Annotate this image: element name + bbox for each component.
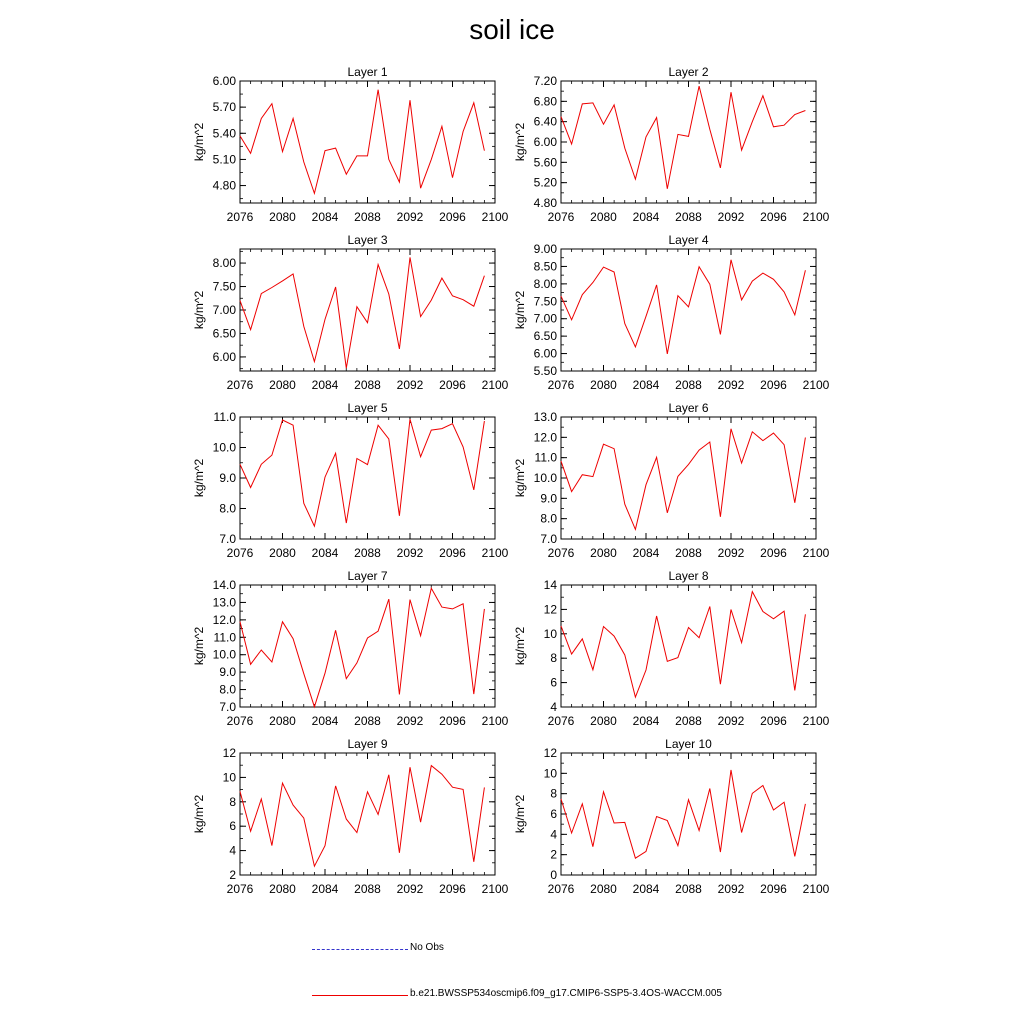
y-tick-label: 8.0 <box>540 511 557 526</box>
y-tick-label: 12 <box>543 602 557 617</box>
x-tick-label: 2088 <box>675 714 702 728</box>
y-tick-label: 5.20 <box>533 175 557 190</box>
x-tick-label: 2080 <box>590 546 617 560</box>
x-tick-label: 2076 <box>547 210 575 224</box>
y-tick-label: 6.00 <box>533 346 557 361</box>
x-tick-label: 2080 <box>590 714 617 728</box>
chart-layer-1 <box>192 65 509 224</box>
x-tick-label: 2084 <box>632 210 660 224</box>
x-tick-label: 2100 <box>481 546 509 560</box>
panel-title-layer-7: Layer 7 <box>347 569 388 583</box>
panel-title-layer-8: Layer 8 <box>668 569 709 583</box>
y-axis-label: kg/m^2 <box>513 626 527 666</box>
y-tick-label: 7.50 <box>533 294 557 309</box>
y-axis-label: kg/m^2 <box>192 626 206 666</box>
x-tick-label: 2084 <box>632 714 660 728</box>
y-tick-label: 7.0 <box>219 700 236 714</box>
x-tick-label: 2092 <box>717 546 745 560</box>
plot-frame-layer-9 <box>240 753 495 875</box>
y-tick-label: 10.0 <box>533 471 557 485</box>
y-tick-label: 6.80 <box>533 94 557 109</box>
x-tick-label: 2096 <box>439 378 466 392</box>
y-axis-label: kg/m^2 <box>513 122 527 162</box>
x-tick-label: 2092 <box>396 546 424 560</box>
panel-title-layer-10: Layer 10 <box>665 737 712 751</box>
y-tick-label: 6 <box>550 807 557 821</box>
y-tick-label: 8 <box>550 786 557 801</box>
y-axis-label: kg/m^2 <box>192 794 206 834</box>
x-tick-label: 2080 <box>269 546 296 560</box>
x-tick-label: 2092 <box>717 378 745 392</box>
plot-frame-layer-4 <box>561 249 816 371</box>
x-tick-label: 2084 <box>632 546 660 560</box>
series-line-layer-6 <box>561 429 805 530</box>
chart-layer-9 <box>192 737 509 896</box>
x-tick-label: 2100 <box>481 378 509 392</box>
x-tick-label: 2084 <box>311 714 339 728</box>
y-tick-label: 7.20 <box>533 74 557 88</box>
x-tick-label: 2076 <box>547 882 575 896</box>
panel-title-layer-5: Layer 5 <box>347 401 388 415</box>
x-tick-label: 2100 <box>802 378 830 392</box>
x-tick-label: 2088 <box>675 210 702 224</box>
plot-frame-layer-7 <box>240 585 495 707</box>
series-line-layer-9 <box>240 766 484 867</box>
x-tick-label: 2100 <box>802 714 830 728</box>
x-tick-label: 2100 <box>481 210 509 224</box>
x-tick-label: 2076 <box>226 714 254 728</box>
y-tick-label: 6.00 <box>212 349 236 364</box>
x-tick-label: 2076 <box>226 882 254 896</box>
x-tick-label: 2088 <box>354 210 381 224</box>
x-tick-label: 2092 <box>717 714 745 728</box>
chart-layer-6 <box>513 401 830 560</box>
y-tick-label: 6 <box>229 819 236 834</box>
y-tick-label: 10 <box>222 770 236 785</box>
plot-frame-layer-6 <box>561 417 816 539</box>
legend-swatch-no-obs <box>312 949 408 950</box>
x-tick-label: 2080 <box>269 378 296 392</box>
x-tick-label: 2096 <box>760 378 787 392</box>
y-tick-label: 7.0 <box>219 532 236 546</box>
y-tick-label: 7.0 <box>540 532 557 546</box>
x-tick-label: 2088 <box>354 546 381 560</box>
legend-entry-model <box>0 986 1024 1006</box>
panel-title-layer-9: Layer 9 <box>347 737 388 751</box>
chart-layer-5 <box>192 401 509 560</box>
y-tick-label: 13.0 <box>212 595 236 610</box>
y-tick-label: 13.0 <box>533 410 557 424</box>
x-tick-label: 2080 <box>269 714 296 728</box>
series-line-layer-4 <box>561 260 805 354</box>
y-tick-label: 11.0 <box>213 410 236 424</box>
panel-title-layer-1: Layer 1 <box>347 65 388 79</box>
y-tick-label: 8.50 <box>533 259 557 274</box>
y-tick-label: 14 <box>543 578 557 592</box>
y-tick-label: 6.50 <box>212 326 236 341</box>
y-tick-label: 8.0 <box>219 501 236 516</box>
x-tick-label: 2096 <box>760 546 787 560</box>
y-tick-label: 4 <box>550 827 557 842</box>
x-tick-label: 2080 <box>269 882 296 896</box>
x-tick-label: 2084 <box>632 882 660 896</box>
x-tick-label: 2096 <box>439 546 466 560</box>
y-tick-label: 10.0 <box>212 440 236 455</box>
y-tick-label: 9.0 <box>219 665 236 680</box>
x-tick-label: 2092 <box>396 378 424 392</box>
legend-label-model: b.e21.BWSSP534oscmip6.f09_g17.CMIP6-SSP5-3.4OS-WACCM.005 <box>410 988 722 999</box>
y-axis-label: kg/m^2 <box>192 458 206 498</box>
x-tick-label: 2084 <box>311 378 339 392</box>
y-tick-label: 5.10 <box>212 152 236 167</box>
x-tick-label: 2076 <box>226 546 254 560</box>
legend-label-no-obs: No Obs <box>410 942 444 953</box>
y-tick-label: 9.0 <box>219 471 236 485</box>
y-tick-label: 5.50 <box>533 364 557 378</box>
y-tick-label: 5.60 <box>533 155 557 170</box>
x-tick-label: 2088 <box>675 882 702 896</box>
x-tick-label: 2092 <box>717 210 745 224</box>
y-tick-label: 12 <box>543 746 557 760</box>
chart-layer-8 <box>513 569 830 728</box>
y-axis-label: kg/m^2 <box>513 458 527 498</box>
x-tick-label: 2080 <box>590 210 617 224</box>
x-tick-label: 2092 <box>396 714 424 728</box>
y-tick-label: 12.0 <box>212 612 236 627</box>
x-tick-label: 2080 <box>590 882 617 896</box>
y-tick-label: 5.70 <box>212 100 236 115</box>
y-axis-label: kg/m^2 <box>513 290 527 330</box>
x-tick-label: 2092 <box>717 882 745 896</box>
y-tick-label: 12 <box>222 746 236 760</box>
x-tick-label: 2076 <box>547 714 575 728</box>
x-tick-label: 2076 <box>547 546 575 560</box>
x-tick-label: 2088 <box>675 546 702 560</box>
y-tick-label: 9.00 <box>533 242 557 256</box>
series-line-layer-7 <box>240 588 484 707</box>
y-tick-label: 6.40 <box>533 114 557 129</box>
y-tick-label: 6 <box>550 675 557 690</box>
y-tick-label: 14.0 <box>212 578 236 592</box>
y-tick-label: 10.0 <box>212 647 236 662</box>
chart-layer-3 <box>192 233 509 392</box>
y-tick-label: 4 <box>229 843 236 858</box>
y-tick-label: 6.50 <box>533 329 557 344</box>
plot-frame-layer-1 <box>240 81 495 203</box>
chart-layer-4 <box>513 233 830 392</box>
series-line-layer-1 <box>240 90 484 194</box>
x-tick-label: 2080 <box>269 210 296 224</box>
series-line-layer-3 <box>240 257 484 368</box>
x-tick-label: 2080 <box>590 378 617 392</box>
y-tick-label: 4.80 <box>533 196 557 210</box>
plot-frame-layer-2 <box>561 81 816 203</box>
x-tick-label: 2088 <box>354 378 381 392</box>
y-axis-label: kg/m^2 <box>513 794 527 834</box>
page-title: soil ice <box>469 14 555 45</box>
y-tick-label: 8.0 <box>219 682 236 697</box>
x-tick-label: 2084 <box>311 546 339 560</box>
chart-layer-10 <box>513 737 830 896</box>
y-tick-label: 6.00 <box>533 135 557 149</box>
x-tick-label: 2096 <box>439 210 466 224</box>
y-axis-label: kg/m^2 <box>192 290 206 330</box>
y-tick-label: 12.0 <box>533 430 557 445</box>
x-tick-label: 2084 <box>311 882 339 896</box>
y-tick-label: 8.00 <box>533 276 557 291</box>
x-tick-label: 2088 <box>354 714 381 728</box>
x-tick-label: 2100 <box>802 882 830 896</box>
y-tick-label: 6.00 <box>212 74 236 88</box>
x-tick-label: 2088 <box>675 378 702 392</box>
y-tick-label: 7.00 <box>533 311 557 326</box>
y-tick-label: 4.80 <box>212 178 236 193</box>
x-tick-label: 2084 <box>311 210 339 224</box>
y-tick-label: 5.40 <box>212 126 236 141</box>
panel-title-layer-4: Layer 4 <box>668 233 709 247</box>
x-tick-label: 2100 <box>481 882 509 896</box>
y-tick-label: 11.0 <box>534 450 557 465</box>
chart-layer-7 <box>192 569 509 728</box>
x-tick-label: 2092 <box>396 210 424 224</box>
x-tick-label: 2092 <box>396 882 424 896</box>
series-line-layer-5 <box>240 419 484 526</box>
x-tick-label: 2100 <box>481 714 509 728</box>
legend-entry-no-obs <box>0 940 1024 960</box>
y-tick-label: 8 <box>550 651 557 666</box>
x-tick-label: 2096 <box>439 882 466 896</box>
plot-frame-layer-3 <box>240 249 495 371</box>
y-tick-label: 9.0 <box>540 491 557 506</box>
x-tick-label: 2096 <box>760 714 787 728</box>
y-tick-label: 0 <box>550 868 557 882</box>
x-tick-label: 2076 <box>226 210 254 224</box>
y-tick-label: 8.00 <box>212 256 236 271</box>
y-tick-label: 10 <box>543 626 557 641</box>
y-tick-label: 4 <box>550 700 557 714</box>
x-tick-label: 2084 <box>632 378 660 392</box>
x-tick-label: 2100 <box>802 210 830 224</box>
y-tick-label: 2 <box>229 868 236 882</box>
y-tick-label: 10 <box>543 766 557 781</box>
x-tick-label: 2076 <box>547 378 575 392</box>
series-line-layer-8 <box>561 592 805 698</box>
plot-frame-layer-8 <box>561 585 816 707</box>
panel-title-layer-3: Layer 3 <box>347 233 388 247</box>
panel-title-layer-2: Layer 2 <box>668 65 709 79</box>
y-tick-label: 8 <box>229 794 236 809</box>
x-tick-label: 2100 <box>802 546 830 560</box>
x-tick-label: 2076 <box>226 378 254 392</box>
x-tick-label: 2096 <box>760 882 787 896</box>
x-tick-label: 2096 <box>760 210 787 224</box>
series-line-layer-10 <box>561 770 805 858</box>
legend-swatch-model <box>312 995 408 996</box>
series-line-layer-2 <box>561 86 805 189</box>
chart-layer-2 <box>513 65 830 224</box>
y-tick-label: 11.0 <box>213 630 236 645</box>
y-axis-label: kg/m^2 <box>192 122 206 162</box>
panel-title-layer-6: Layer 6 <box>668 401 709 415</box>
x-tick-label: 2088 <box>354 882 381 896</box>
y-tick-label: 7.00 <box>212 303 236 317</box>
y-tick-label: 7.50 <box>212 279 236 294</box>
y-tick-label: 2 <box>550 847 557 862</box>
x-tick-label: 2096 <box>439 714 466 728</box>
